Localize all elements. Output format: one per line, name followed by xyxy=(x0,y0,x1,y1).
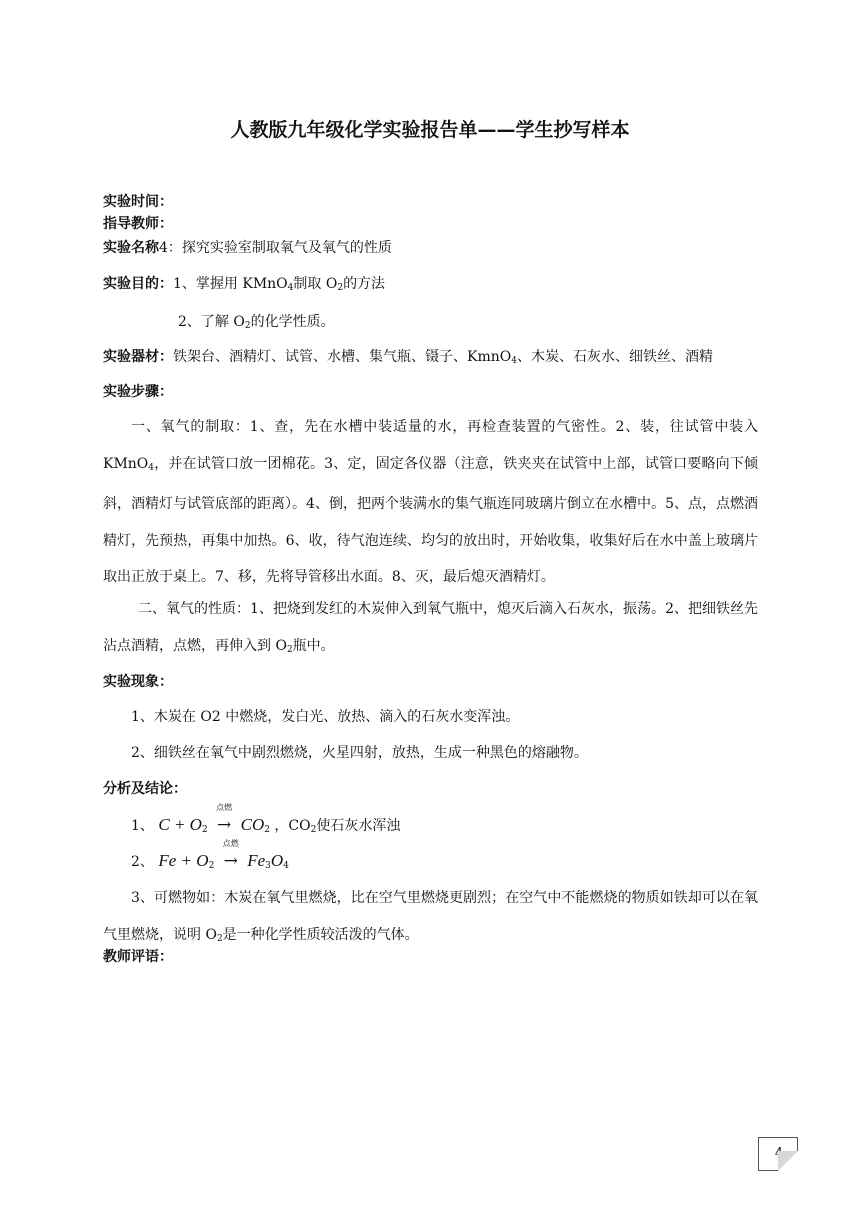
teacher-label: 指导教师： xyxy=(103,216,173,232)
equation-1: 1、 $C + O_2$ 点燃 → $CO_2$ ，$CO_2$使石灰水浑浊 xyxy=(131,803,401,835)
steps-paragraph-2: 二、氧气的性质：1、把烧到发红的木炭伸入到氧气瓶中，熄灭后滴入石灰水，振荡。2、把细铁丝先沾点酒精，点燃，再伸入到 $O_2$瓶中。 xyxy=(103,601,758,655)
steps-paragraph-1: 一、氧气的制取：1、查，先在水槽中装适量的水，再检查装置的气密性。2、装，往试管中装入 KMnO$_4$，并在试管口放一团棉花。3、定，固定各仪器（注意，铁夹夹在试管中上部，试管口要略向下倾斜，酒精灯与试管底部的距离）。4、倒，把两个装满水的集气瓶连同玻璃片倒立在水槽中。5、点，点燃酒精灯，先预热，再集中加热。6、收，待气泡连续、均匀的放出时，开始收集，收集好后在水中盖上玻璃片取出正放于桌上。7、移，先将导管移出水面。8、灭，最后熄灭酒精灯。 xyxy=(103,419,758,585)
purpose-label: 实验目的： xyxy=(103,276,173,292)
phenomena-item-1: 1、木炭在 O2 中燃烧，发白光、放热、滴入的石灰水变浑浊。 xyxy=(131,709,520,725)
document-title: 人教版九年级化学实验报告单——学生抄写样本 xyxy=(230,119,630,141)
phenomena-heading: 实验现象： xyxy=(103,674,173,690)
reaction-arrow: 点燃 → xyxy=(216,803,233,835)
experiment-name-value: 4：探究实验室制取氧气及氧气的性质 xyxy=(159,240,392,256)
experiment-time-label: 实验时间： xyxy=(103,194,173,210)
teacher-field xyxy=(103,214,173,234)
page-number-box xyxy=(758,1137,798,1171)
steps-heading: 实验步骤： xyxy=(103,384,173,400)
experiment-name-label: 实验名称 xyxy=(103,240,159,256)
equipment-list: 铁架台、酒精灯、试管、水槽、集气瓶、镊子、KmnO$_4$、木炭、石灰水、细铁丝、酒精 xyxy=(173,349,713,366)
phenomena-item-2: 2、细铁丝在氧气中剧烈燃烧，火星四射，放热，生成一种黑色的熔融物。 xyxy=(131,745,588,761)
equation-2: 2、 $Fe + O_2$ 点燃 → $Fe_3O_4$ xyxy=(131,839,289,871)
purpose-item-1: 1、掌握用 KMnO$_4$制取 $O_2$的方法 xyxy=(173,276,386,293)
experiment-time-field xyxy=(103,192,173,212)
reaction-arrow: 点燃 → xyxy=(222,839,239,871)
page-curl-icon xyxy=(778,1151,798,1171)
teacher-comment-heading: 教师评语： xyxy=(103,949,173,965)
purpose-item-2: 2、了解 $O_2$的化学性质。 xyxy=(178,314,335,331)
analysis-heading: 分析及结论： xyxy=(103,781,187,797)
equipment-label: 实验器材： xyxy=(103,349,173,365)
experiment-name-field xyxy=(103,238,392,258)
page-number: 4 xyxy=(774,1146,784,1161)
equipment-field xyxy=(103,347,713,371)
analysis-item-3: 3、可燃物如：木炭在氧气里燃烧，比在空气里燃烧更剧烈；在空气中不能燃烧的物质如铁却可以在氧气里燃烧，说明 $O_2$是一种化学性质较活泼的气体。 xyxy=(103,890,758,944)
purpose-field xyxy=(103,274,385,298)
